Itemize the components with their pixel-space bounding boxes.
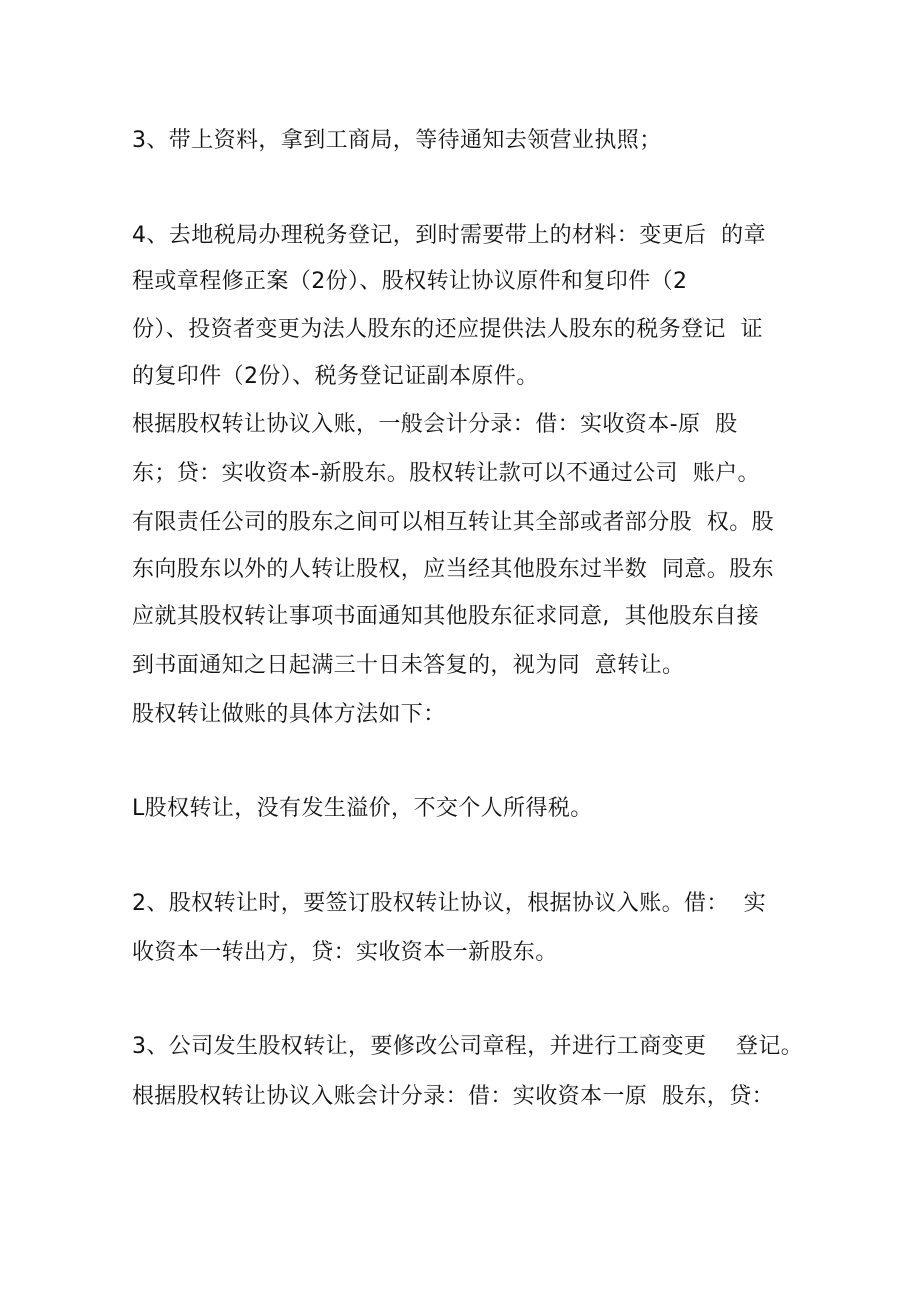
text-line: 东；贷：实收资本-新股东。股权转让款可以不通过公司 账户。 [132,461,760,486]
text-line: 3、公司发生股权转让，要修改公司章程，并进行工商变更 登记。 [132,1034,804,1059]
text-line: 的复印件（2份）、税务登记证副本原件。 [132,364,539,389]
text-line: 根据股权转让协议入账，一般会计分录：借：实收资本-原 股 [132,412,738,437]
text-line: 应就其股权转让事项书面通知其他股东征求同意, 其他股东自接 [132,604,759,629]
text-line: 根据股权转让协议入账会计分录：借：实收资本一原 股东，贷： [132,1084,774,1109]
text-line: L股权转让，没有发生溢价，不交个人所得税。 [132,796,593,821]
text-line: 份）、投资者变更为法人股东的还应提供法人股东的税务登记 证 [132,317,763,342]
text-line: 收资本一转出方，贷：实收资本一新股东。 [132,940,558,965]
section-heading: 股权转让做账的具体方法如下： [132,702,446,727]
text-line: 到书面通知之日起满三十日未答复的，视为同 意转让。 [132,653,685,678]
text-line: 3、带上资料，拿到工商局，等待通知去领营业执照； [132,128,662,153]
text-line: 程或章程修正案（2份）、股权转让协议原件和复印件（2 [132,269,688,294]
text-line: 有限责任公司的股东之间可以相互转让其全部或者部分股 权。股 [132,510,774,535]
text-line: 4、去地税局办理税务登记，到时需要带上的材料：变更后 的章 [132,223,766,248]
text-line: 2、股权转让时，要签订股权转让协议，根据协议入账。借： 实 [132,891,766,916]
text-line: 东向股东以外的人转让股权，应当经其他股东过半数 同意。股东 [132,557,774,582]
